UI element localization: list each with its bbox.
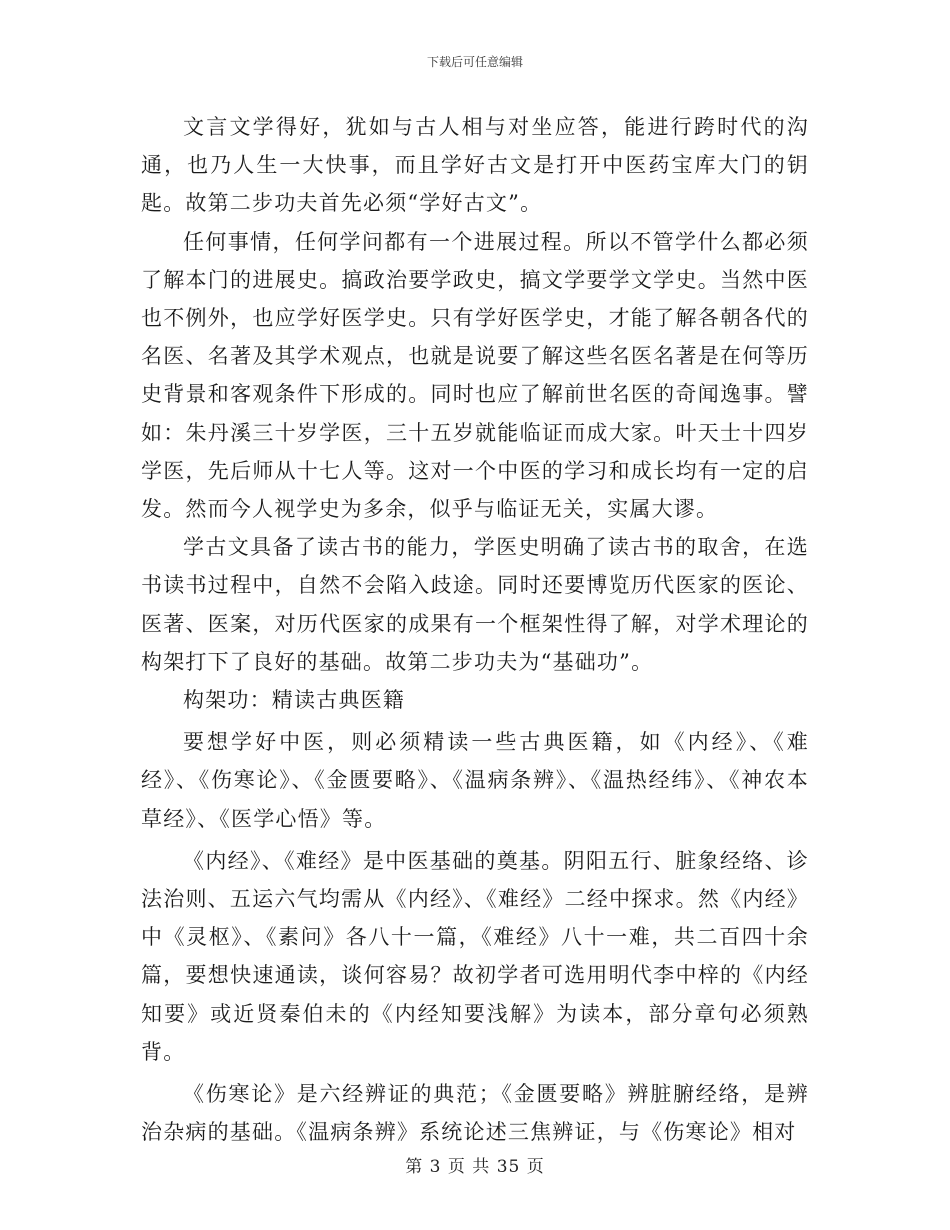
paragraph-neijing-nanjing: 《内经》、《难经》是中医基础的奠基。阴阳五行、脏象经络、诊法治则、五运六气均需从《内经》、《难经》二经中探求。然《内经》中《灵枢》、《素问》各八十一篇，《难经》八十一难，共二百四十余篇，要想快速通读，谈何容易？故初学者可选用明代李中梓的《内经知要》或近贤秦伯未的《内经知要浅解》为读本，部分章句必须熟背。 — [141, 848, 809, 1064]
page-header-note: 下载后可任意编辑 — [426, 55, 523, 69]
page-number-footer: 第 3 页 共 35 页 — [405, 1157, 545, 1177]
paragraph-medical-history: 任何事情，任何学问都有一个进展过程。所以不管学什么都必须了解本门的进展史。搞政治要学政史，搞文学要学文学史。当然中医也不例外，也应学好医学史。只有学好医学史，才能了解各朝各代的名医、名著及其学术观点，也就是说要了解这些名医名著是在何等历史背景和客观条件下形成的。同时也应了解前世名医的奇闻逸事。譬如：朱丹溪三十岁学医，三十五岁就能临证而成大家。叶天士十四岁学医，先后师从十七人等。这对一个中医的学习和成长均有一定的启发。然而今人视学史为多余，似乎与临证无关，实属大谬。 — [141, 229, 809, 522]
section-heading-framework: 构架功：精读古典医籍 — [183, 688, 405, 713]
paragraph-basic-skill: 学古文具备了读古书的能力，学医史明确了读古书的取舍，在选书读书过程中，自然不会陷入歧途。同时还要博览历代医家的医论、医著、医案，对历代医家的成果有一个框架性得了解，对学术理论的构架打下了良好的基础。故第二步功夫为“基础功”。 — [141, 535, 809, 674]
paragraph-ancient-prose: 文言文学得好，犹如与古人相与对坐应答，能进行跨时代的沟通，也乃人生一大快事，而且学好古文是打开中医药宝库大门的钥匙。故第二步功夫首先必须“学好古文”。 — [141, 115, 809, 216]
paragraph-shanghan-jingui: 《伤寒论》是六经辨证的典范；《金匮要略》辨脏腑经络，是辨治杂病的基础。《温病条辨》系统论述三焦辨证，与《伤寒论》相对 — [141, 1082, 809, 1145]
paragraph-classic-texts: 要想学好中医，则必须精读一些古典医籍，如《内经》、《难经》、《伤寒论》、《金匮要略》、《温病条辨》、《温热经纬》、《神农本草经》、《医学心悟》等。 — [141, 730, 809, 831]
document-body — [141, 108, 809, 1151]
